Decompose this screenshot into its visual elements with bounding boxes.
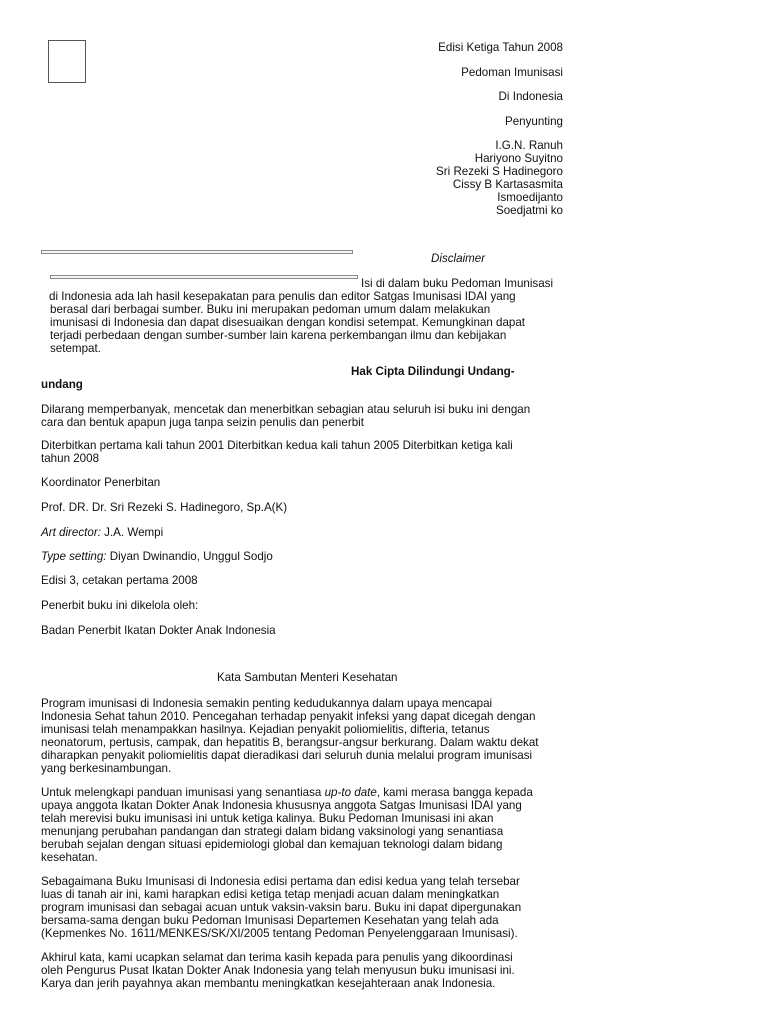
- foreword-paragraph-3: Sebagaimana Buku Imunisasi di Indonesia edisi pertama dan edisi kedua yang telah tersebar luas di tanah air ini, kami harapkan edisi ketiga tetap menjadi acuan dalam meningkatkan program imunisasi dan sebagai acuan untuk vaksin-vaksin baru. Buku ini dapat dipergunakan bersama-sama dengan buku Pedoman Imunisasi Departemen Kesehatan yang telah ada (Kepmenkes No. 1611/MENKES/SK/XI/2005 tentang Pedoman Penyelenggaraan Imunisasi).: [41, 875, 522, 940]
- edition-print: Edisi 3, cetakan pertama 2008: [41, 574, 198, 587]
- edition-line: Edisi Ketiga Tahun 2008: [438, 41, 563, 54]
- publisher-name: Badan Penerbit Ikatan Dokter Anak Indonesia: [41, 624, 276, 637]
- disclaimer-first-line: Isi di dalam buku Pedoman Imunisasi: [361, 277, 554, 290]
- disclaimer-body: di Indonesia ada lah hasil kesepakatan para penulis dan editor Satgas Imunisasi IDAI yang berasal dari berbagai sumber. Buku ini merupakan pedoman umum dalam melakukan imunisasi di Indonesia dan dapat disesuaikan dengan kondisi setempat. Kemungkinan dapat terjadi perbedaan dengan sumber-sumber lain karena perkembangan ilmu dan kebijakan setempat.: [49, 290, 526, 355]
- editor-name: Soedjatmi ko: [495, 204, 563, 217]
- separator-bar: [50, 275, 358, 279]
- separator-bar: [41, 250, 353, 254]
- foreword-paragraph-2: Untuk melengkapi panduan imunisasi yang senantiasa up-to date, kami merasa bangga kepada upaya anggota Ikatan Dokter Anak Indonesia khususnya anggota Satgas Imunisasi IDAI yang telah merevisi buku imunisasi ini untuk ketiga kalinya. Buku Pedoman Imunisasi ini akan menunjang perubahan pandangan dan strategi dalam bidang vaksinologi yang senantiasa berubah sejalan dengan situasi epidemiologi global dan kemajuan teknologi dalam bidang kesehatan.: [41, 786, 533, 864]
- foreword-paragraph-1: Program imunisasi di Indonesia semakin penting kedudukannya dalam upaya mencapai Indonesia Sehat tahun 2010. Pencegahan terhadap penyakit infeksi yang dapat dicegah dengan imunisasi telah menampakkan hasilnya. Kejadian penyakit poliomielitis, difteria, tetanus neonatorum, pertusis, campak, dan hepatitis B, berangsur-angsur berkurang. Dalam waktu dekat diharapkan penyakit poliomielitis dapat dieradikasi dari seluruh dunia melalui program imunisasi yang berkesinambungan.: [41, 697, 539, 775]
- editor-name: Sri Rezeki S Hadinegoro: [436, 165, 563, 178]
- publication-history: Diterbitkan pertama kali tahun 2001 Diterbitkan kedua kali tahun 2005 Diterbitkan ketiga kali tahun 2008: [41, 439, 513, 465]
- foreword-heading: Kata Sambutan Menteri Kesehatan: [217, 671, 398, 684]
- publisher-label: Penerbit buku ini dikelola oleh:: [41, 599, 199, 612]
- copyright-text: Dilarang memperbanyak, mencetak dan menerbitkan sebagian atau seluruh isi buku ini dengan cara dan bentuk apapun juga tanpa seizin penulis dan penerbit: [41, 403, 531, 429]
- type-setting-line: Type setting: Diyan Dwinandio, Unggul Sodjo: [41, 550, 273, 563]
- book-subtitle: Di Indonesia: [498, 90, 563, 103]
- coordinator-label: Koordinator Penerbitan: [41, 476, 161, 489]
- coordinator-name: Prof. DR. Dr. Sri Rezeki S. Hadinegoro, Sp.A(K): [41, 501, 288, 514]
- copyright-heading: Hak Cipta Dilindungi Undang-: [351, 365, 515, 378]
- art-director-line: Art director: J.A. Wempi: [41, 526, 164, 539]
- editor-name: Ismoedijanto: [497, 191, 563, 204]
- book-title: Pedoman Imunisasi: [461, 66, 563, 79]
- disclaimer-heading: Disclaimer: [431, 252, 486, 265]
- copyright-heading-cont: undang: [41, 378, 83, 391]
- editor-name: Cissy B Kartasasmita: [452, 178, 563, 191]
- foreword-paragraph-4: Akhirul kata, kami ucapkan selamat dan terima kasih kepada para penulis yang dikoordinasi oleh Pengurus Pusat Ikatan Dokter Anak Indonesia yang telah menyusun buku imunisasi ini. Karya dan jerih payahnya akan membantu meningkatkan kesejahteraan anak Indonesia.: [41, 951, 515, 990]
- image-placeholder: [48, 40, 86, 83]
- editors-label: Penyunting: [504, 115, 563, 128]
- editor-name: I.G.N. Ranuh: [495, 139, 563, 152]
- editor-name: Hariyono Suyitno: [474, 152, 563, 165]
